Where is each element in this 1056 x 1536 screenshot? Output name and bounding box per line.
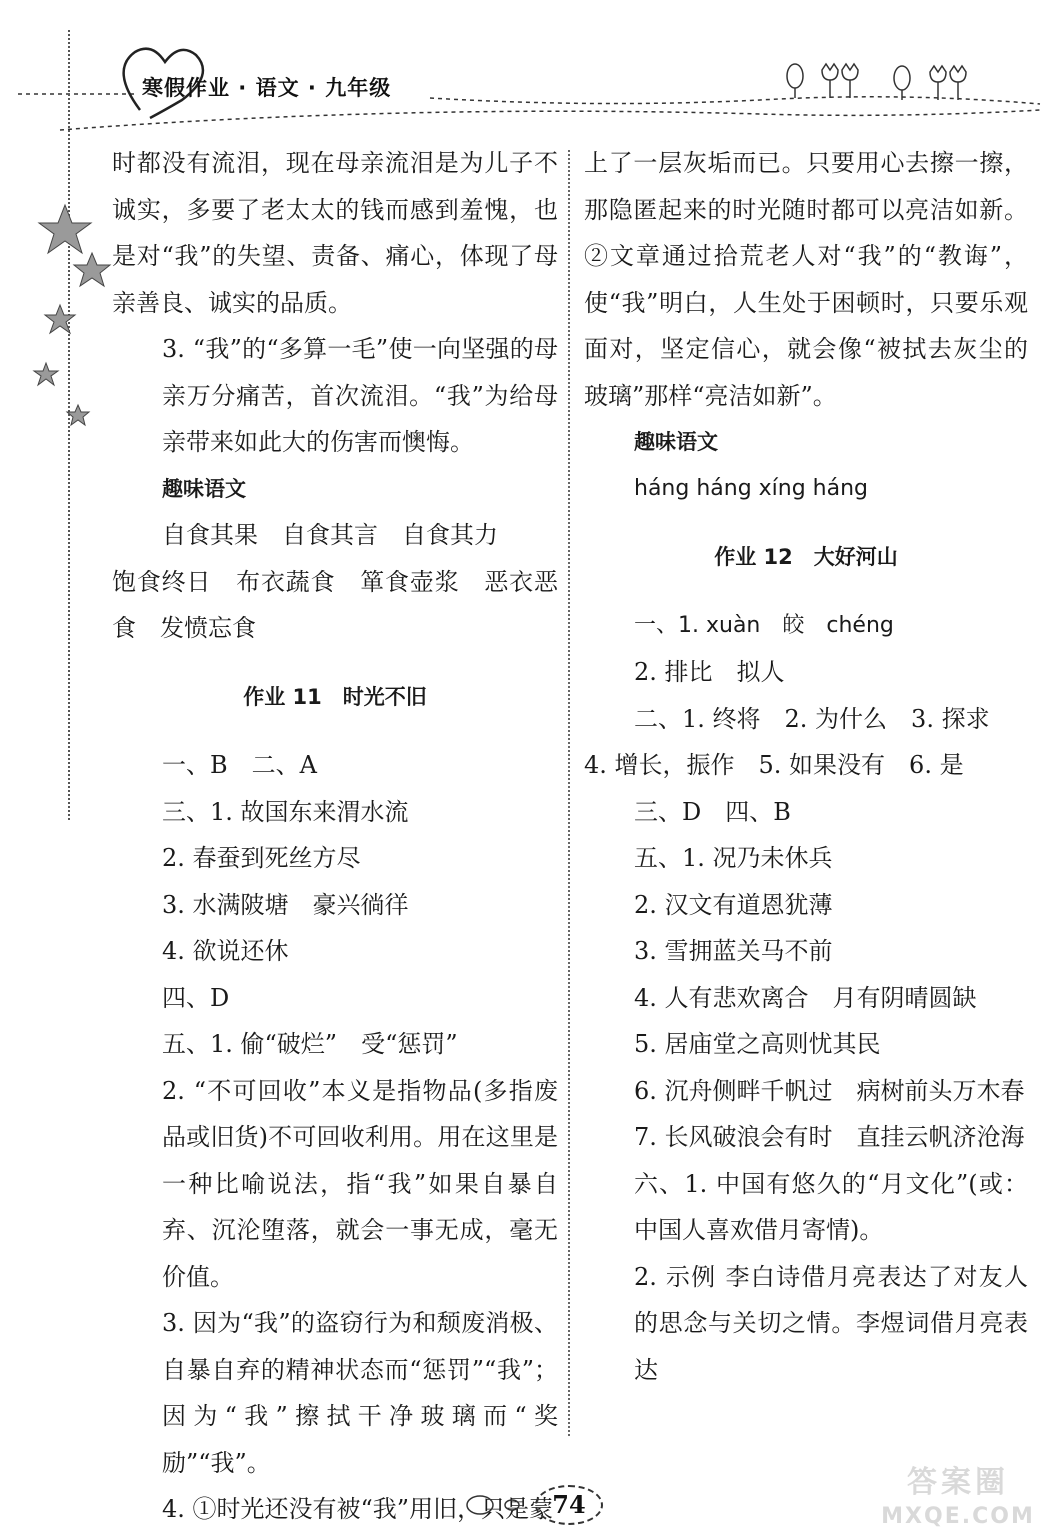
paragraph: 4. ①时光还没有被“我”用旧，只是蒙 xyxy=(162,1495,554,1523)
footer-circles-decoration xyxy=(462,1490,542,1520)
assignment-title: 作业 12 大好河山 xyxy=(714,545,898,569)
answer-line: 5. 居庙堂之高则忧其民 xyxy=(634,1030,881,1058)
section-heading: 趣味语文 xyxy=(162,476,246,501)
answer-line: 一、1. xuàn 皎 chéng xyxy=(634,612,894,638)
answer-line: 2. 排比 拟人 xyxy=(634,658,785,686)
answer-line: 六、1. 中国有悠久的“月文化”(或：中国人喜欢借月寄情)。 xyxy=(634,1169,1028,1244)
answer-line: 五、1. 偷“破烂” 受“惩罚” xyxy=(162,1030,458,1058)
answer-line: háng háng xíng háng xyxy=(634,475,869,501)
answer-line: 4. 人有悲欢离合 月有阴晴圆缺 xyxy=(634,983,977,1012)
answer-line: 2. 示例 李白诗借月亮表达了对友人的思念与关切之情。李煜词借月亮表达 xyxy=(634,1262,1028,1384)
answer-line: 四、D xyxy=(162,983,230,1012)
left-column xyxy=(112,140,558,1533)
answer-line: 三、1. 故国东来渭水流 xyxy=(162,797,409,826)
answer-line: 3. 水满陂塘 豪兴徜徉 xyxy=(162,890,409,919)
paragraph: 2. “不可回收”本义是指物品(多指废品或旧货)不可回收利用。用在这里是一种比喻说法，指“我”如果自暴自弃、沉沦堕落，就会一事无成，毫无价值。 xyxy=(162,1076,558,1291)
answer-line: 4. 增长，振作 5. 如果没有 6. 是 xyxy=(584,751,964,779)
paragraph: 时都没有流泪，现在母亲流泪是为儿子不诚实，多要了老太太的钱而感到羞愧，也是对“我”的失望、责备、痛心，体现了母亲善良、诚实的品质。 xyxy=(112,149,558,317)
watermark-text: 答案圈 xyxy=(907,1465,1009,1500)
paragraph: 3. “我”的“多算一毛”使一向坚强的母亲万分痛苦，首次流泪。“我”为给母亲带来如此大的伤害而懊悔。 xyxy=(162,335,558,456)
answer-line: 6. 沉舟侧畔千帆过 病树前头万木春 xyxy=(634,1076,1025,1105)
paragraph: 上了一层灰垢而已。只要用心去擦一擦，那隐匿起来的时光随时都可以亮洁如新。②文章通过拾荒老人对“我”的“教诲”，使“我”明白，人生处于困顿时，只要乐观面对，坚定信心，就会像“被拭去灰尘的玻璃”那样“亮洁如新”。 xyxy=(584,149,1028,410)
column-divider xyxy=(568,150,570,1436)
answer-line: 饱食终日 布衣蔬食 箪食壶浆 恶衣恶食 发愤忘食 xyxy=(112,567,558,642)
page-number: 74 xyxy=(535,1485,603,1525)
star-icon xyxy=(67,405,89,425)
answer-line: 三、D 四、B xyxy=(634,797,791,826)
star-icon xyxy=(45,305,75,333)
paragraph: 3. 因为“我”的盗窃行为和颓废消极、自暴自弃的精神状态而“惩罚”“我”；因为“我”擦拭干净玻璃而“奖励”“我”。 xyxy=(162,1309,558,1477)
right-column xyxy=(584,140,1028,1393)
answer-line: 2. 汉文有道恩犹薄 xyxy=(634,890,833,919)
answer-line: 4. 欲说还休 xyxy=(162,937,289,965)
section-heading: 趣味语文 xyxy=(634,430,718,454)
answer-line: 五、1. 况乃未休兵 xyxy=(634,844,833,872)
star-icon xyxy=(39,205,91,253)
answer-line: 二、1. 终将 2. 为什么 3. 探求 xyxy=(634,704,990,733)
answer-line: 自食其果 自食其言 自食其力 xyxy=(162,521,498,549)
assignment-title: 作业 11 时光不旧 xyxy=(243,684,427,709)
answer-line: 3. 雪拥蓝关马不前 xyxy=(634,937,833,965)
star-icon xyxy=(74,253,110,286)
star-icon xyxy=(34,363,58,385)
answer-line: 一、B 二、A xyxy=(162,751,317,779)
answer-line: 2. 春蚕到死丝方尽 xyxy=(162,844,361,872)
watermark xyxy=(870,1466,1046,1534)
page-header xyxy=(0,0,1056,150)
watermark-url: MXQE.COM xyxy=(881,1504,1035,1529)
answer-line: 7. 长风破浪会有时 直挂云帆济沧海 xyxy=(634,1123,1025,1151)
book-title: 寒假作业 · 语文 · 九年级 xyxy=(142,76,392,100)
tulip-icon xyxy=(787,64,966,100)
